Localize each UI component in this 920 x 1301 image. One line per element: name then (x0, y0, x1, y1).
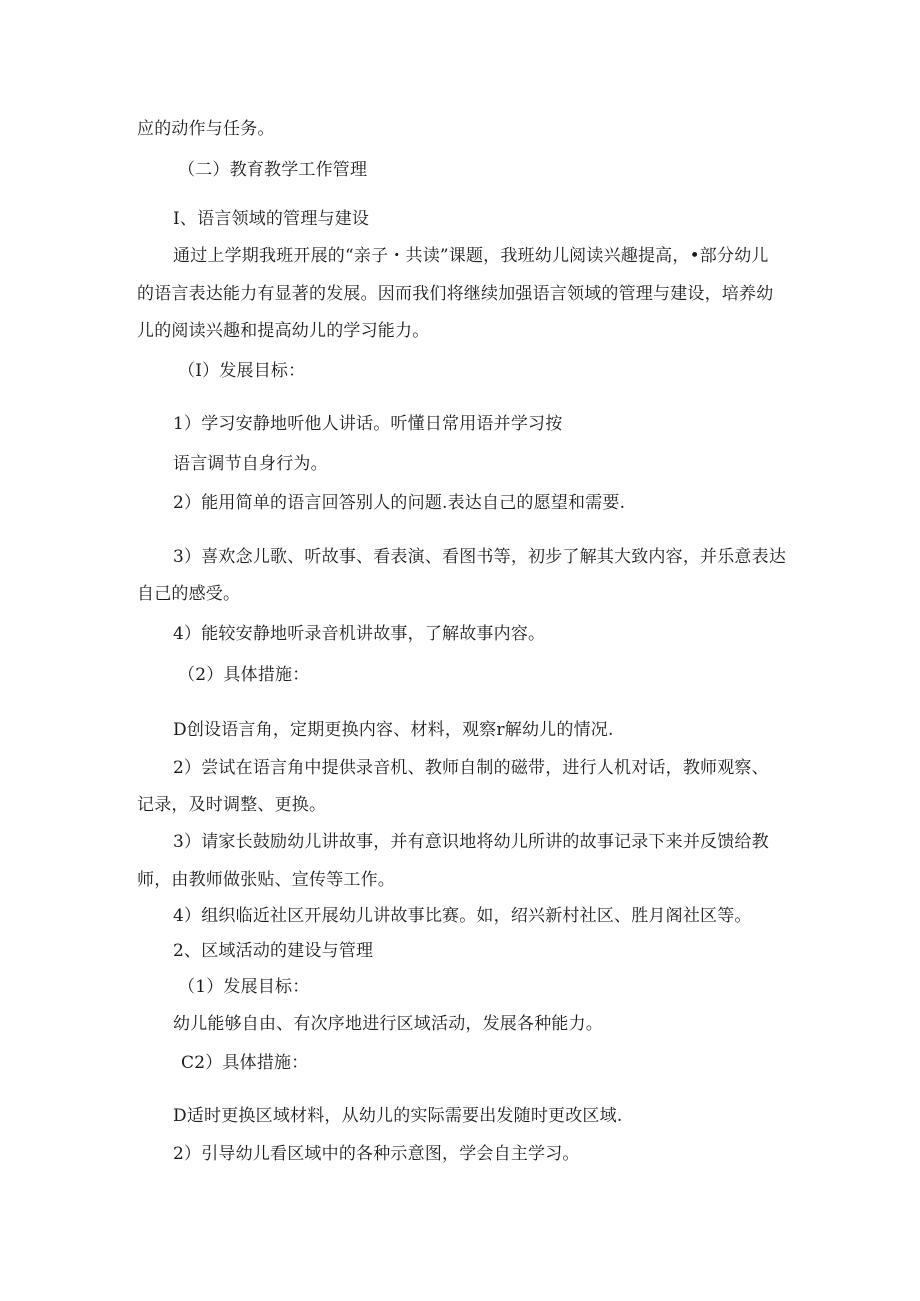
list-item: 3）喜欢念儿歌、听故事、看表演、看图书等，初步了解其大致内容，并乐意表达 (173, 547, 787, 567)
list-item: 3）请家长鼓励幼儿讲故事，并有意识地将幼儿所讲的故事记录下来并反馈给教 (173, 832, 769, 852)
subsection-heading-area-activities: 2、区域活动的建设与管理 (173, 941, 374, 961)
paragraph-line: 的语言表达能力有显著的发展。因而我们将继续加强语言领域的管理与建设，培养幼 (137, 284, 774, 304)
list-item-continuation: 自己的感受。 (137, 584, 241, 604)
subsection-heading-language-domain: I、语言领域的管理与建设 (173, 209, 370, 229)
list-item: 1）学习安静地听他人讲话。听懂日常用语并学习按 (173, 414, 563, 434)
list-item: 2）引导幼儿看区域中的各种示意图，学会自主学习。 (173, 1144, 580, 1164)
list-item-continuation: 语言调节自身行为。 (173, 454, 328, 474)
section-heading-teaching-management: （二）教育教学工作管理 (178, 160, 368, 180)
list-item-continuation: 记录，及时调整、更换。 (137, 795, 327, 815)
list-item: 2）能用简单的语言回答别人的问题.表达自己的愿望和需要. (173, 493, 626, 513)
heading-development-goals: （1）发展目标： (178, 977, 310, 997)
text-line-1: 应的动作与任务。 (137, 119, 275, 139)
list-item: 2）尝试在语言角中提供录音机、教师自制的磁带，进行人机对话，教师观察、 (173, 758, 769, 778)
heading-development-goals: （I）发展目标： (178, 361, 306, 381)
list-item-continuation: 师，由教师做张贴、宣传等工作。 (137, 870, 395, 890)
list-item: 4）组织临近社区开展幼儿讲故事比赛。如，绍兴新村社区、胜月阁社区等。 (173, 906, 752, 926)
paragraph-line: 幼儿能够自由、有次序地进行区域活动，发展各种能力。 (173, 1014, 603, 1034)
paragraph-line: 通过上学期我班开展的“亲子・共读”课题，我班幼儿阅读兴趣提高，•部分幼儿 (173, 246, 769, 266)
heading-specific-measures: （2）具体措施： (178, 665, 310, 685)
paragraph-line: 儿的阅读兴趣和提高幼儿的学习能力。 (137, 321, 430, 341)
list-item: D创设语言角，定期更换内容、材料，观察r解幼儿的情况. (173, 720, 614, 740)
list-item: D适时更换区域材料，从幼儿的实际需要出发随时更改区域. (173, 1106, 623, 1126)
heading-specific-measures: C2）具体措施： (181, 1053, 309, 1073)
list-item: 4）能较安静地听录音机讲故事，了解故事内容。 (173, 624, 546, 644)
